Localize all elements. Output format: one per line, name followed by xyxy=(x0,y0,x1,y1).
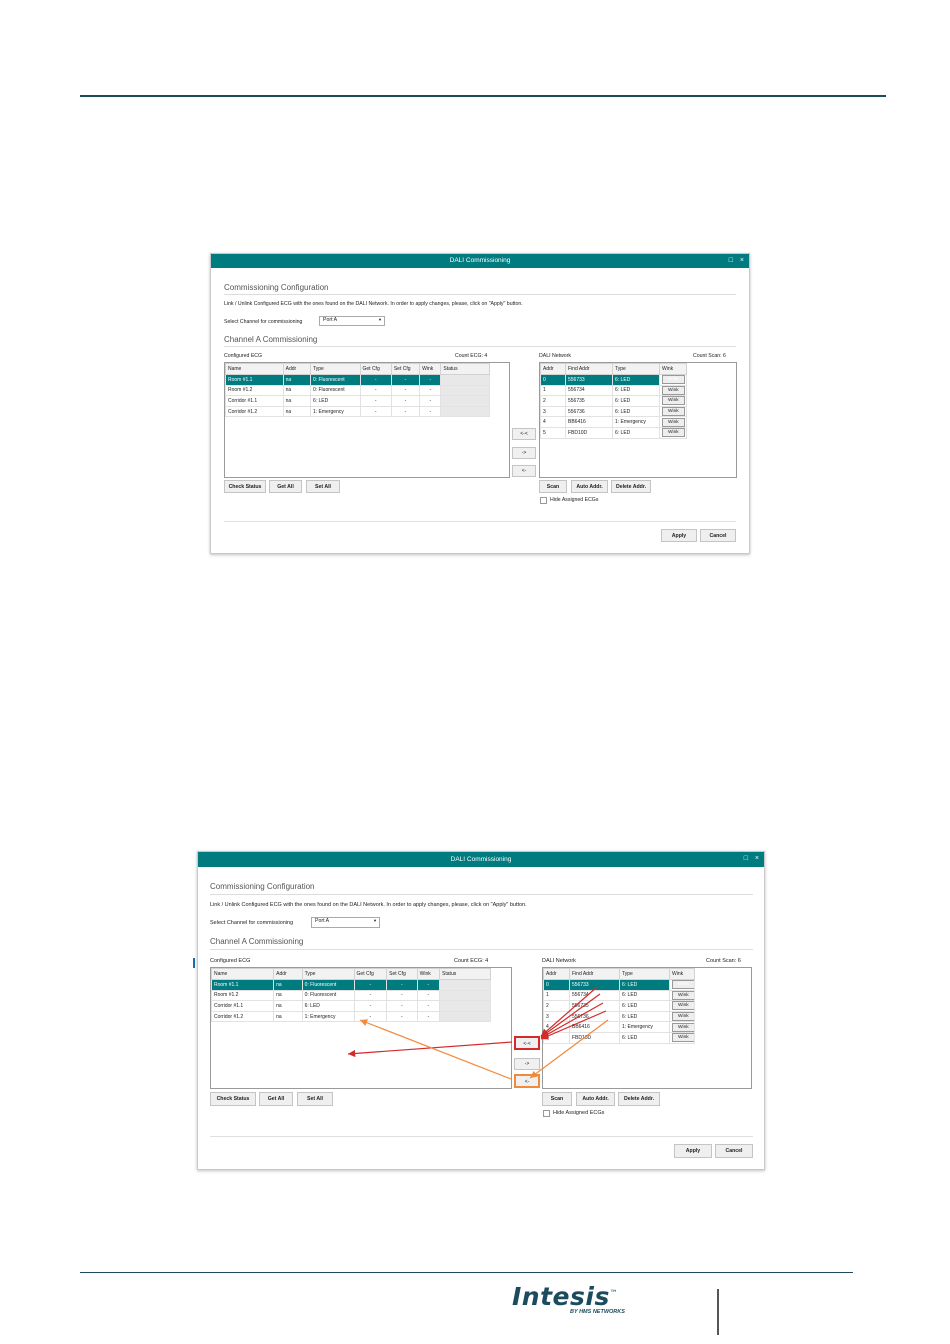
cell-wink xyxy=(660,375,687,386)
cancel-button[interactable]: Cancel xyxy=(715,1144,753,1158)
divider xyxy=(224,294,736,295)
check-status-button[interactable]: Check Status xyxy=(224,480,266,493)
cell-wink[interactable]: - xyxy=(417,990,439,1001)
trademark-symbol: ™ xyxy=(609,1288,619,1298)
table-row[interactable] xyxy=(541,375,687,386)
column-header[interactable]: Addr xyxy=(283,364,310,375)
table-row[interactable] xyxy=(541,406,687,417)
cell-type: 1: Emergency xyxy=(620,1022,670,1033)
table-row[interactable] xyxy=(544,1011,695,1022)
column-header[interactable]: Set Cfg xyxy=(387,969,418,980)
set-all-button[interactable]: Set All xyxy=(297,1092,333,1106)
cell-addr: na xyxy=(283,385,310,396)
cell-wink xyxy=(670,1011,695,1022)
table-row[interactable] xyxy=(544,1001,695,1012)
cell-set-cfg[interactable]: - xyxy=(387,990,418,1001)
hide-assigned-label: Hide Assigned ECGs xyxy=(550,497,599,503)
chevron-down-icon: ▼ xyxy=(378,317,382,322)
cell-wink[interactable]: - xyxy=(420,385,441,396)
cell-type: 1: Emergency xyxy=(613,417,660,428)
wink-button[interactable]: Wink xyxy=(662,375,685,384)
maximize-icon[interactable]: □ xyxy=(743,855,748,862)
cell-find-addr: 556733 xyxy=(570,980,620,991)
column-header[interactable]: Type xyxy=(302,969,354,980)
table-row[interactable] xyxy=(544,1022,695,1033)
check-status-button[interactable]: Check Status xyxy=(210,1092,256,1106)
cell-type: 6: LED xyxy=(620,980,670,991)
cell-get-cfg[interactable]: - xyxy=(354,1011,387,1022)
cell-addr: 5 xyxy=(544,1032,570,1043)
cancel-button[interactable]: Cancel xyxy=(700,529,736,542)
cell-name: Room #1.1 xyxy=(226,375,284,386)
table-header-row xyxy=(541,364,687,375)
column-header[interactable]: Status xyxy=(440,969,491,980)
cell-find-addr: 556735 xyxy=(566,396,613,407)
cell-set-cfg[interactable]: - xyxy=(387,1001,418,1012)
cell-set-cfg[interactable]: - xyxy=(387,1011,418,1022)
close-icon[interactable]: × xyxy=(739,257,744,264)
auto-addr-button[interactable]: Auto Addr. xyxy=(571,480,608,493)
cell-addr: na xyxy=(274,1001,303,1012)
get-all-button[interactable]: Get All xyxy=(269,480,302,493)
cell-set-cfg[interactable]: - xyxy=(391,396,419,407)
cell-status xyxy=(440,1011,491,1022)
column-header[interactable]: Wink xyxy=(660,364,687,375)
cell-type: 6: LED xyxy=(613,385,660,396)
cell-status xyxy=(440,1001,491,1012)
cell-wink xyxy=(670,1022,695,1033)
cell-type: 6: LED xyxy=(613,375,660,386)
cell-type: 1: Emergency xyxy=(310,406,360,417)
divider xyxy=(210,949,753,950)
cell-name: Corridor #1.2 xyxy=(212,1011,274,1022)
apply-button[interactable]: Apply xyxy=(661,529,697,542)
cell-wink[interactable]: - xyxy=(417,980,439,991)
cell-set-cfg[interactable]: - xyxy=(387,980,418,991)
table-row[interactable] xyxy=(544,990,695,1001)
cell-name: Room #1.2 xyxy=(226,385,284,396)
cell-type: 0: Fluorescent xyxy=(310,385,360,396)
cell-addr: na xyxy=(283,406,310,417)
divider xyxy=(210,894,753,895)
dali-network-label: DALI Network xyxy=(539,353,571,359)
cell-type: 1: Emergency xyxy=(302,1011,354,1022)
wink-button[interactable]: Wink xyxy=(672,1012,695,1021)
table-row[interactable] xyxy=(544,980,695,991)
cell-type: 6: LED xyxy=(613,406,660,417)
cell-set-cfg[interactable]: - xyxy=(391,375,419,386)
dali-commissioning-window-1 xyxy=(210,253,750,554)
table-header-row xyxy=(212,969,491,980)
section-channel-a: Channel A Commissioning xyxy=(210,937,304,946)
window-title: DALI Commissioning xyxy=(198,852,764,867)
column-header[interactable]: Find Addr xyxy=(570,969,620,980)
cell-find-addr: BB6416 xyxy=(570,1022,620,1033)
table-row[interactable] xyxy=(226,385,490,396)
move-right-button[interactable]: -> xyxy=(514,1058,540,1070)
table-row[interactable] xyxy=(226,375,490,386)
configured-ecg-count: Count ECG: 4 xyxy=(455,353,488,359)
auto-addr-button[interactable]: Auto Addr. xyxy=(576,1092,615,1106)
cell-set-cfg[interactable]: - xyxy=(391,406,419,417)
apply-button[interactable]: Apply xyxy=(674,1144,712,1158)
table-row[interactable] xyxy=(544,1032,695,1043)
section-channel-a: Channel A Commissioning xyxy=(224,335,318,344)
cell-type: 0: Fluorescent xyxy=(302,990,354,1001)
wink-button[interactable]: Wink xyxy=(662,396,685,405)
column-header[interactable]: Set Cfg xyxy=(391,364,419,375)
wink-button[interactable]: Wink xyxy=(672,1033,695,1042)
unlink-ecg-button[interactable]: <- xyxy=(512,465,536,477)
cell-find-addr: 556736 xyxy=(566,406,613,417)
column-header[interactable]: Name xyxy=(226,364,284,375)
cell-find-addr: 556733 xyxy=(566,375,613,386)
cell-wink[interactable]: - xyxy=(417,1011,439,1022)
channel-label: Select Channel for commissioning xyxy=(224,319,303,325)
cell-wink[interactable]: - xyxy=(420,375,441,386)
configured-ecg-table[interactable] xyxy=(224,362,510,478)
cell-name: Corridor #1.1 xyxy=(226,396,284,407)
dali-network-count: Count Scan: 6 xyxy=(706,958,741,964)
channel-select[interactable] xyxy=(311,917,380,928)
cell-type: 6: LED xyxy=(620,990,670,1001)
column-header[interactable]: Type xyxy=(310,364,360,375)
table-row[interactable] xyxy=(226,396,490,407)
link-ecg-button[interactable]: <-< xyxy=(512,428,536,440)
cell-type: 0: Fluorescent xyxy=(310,375,360,386)
margin-marker xyxy=(193,958,195,968)
hide-assigned-label: Hide Assigned ECGs xyxy=(553,1110,605,1116)
cell-find-addr: FBD10D xyxy=(566,427,613,438)
dali-network-count: Count Scan: 6 xyxy=(693,353,726,359)
cell-find-addr: 556736 xyxy=(570,1011,620,1022)
cell-wink xyxy=(670,980,695,991)
cell-status xyxy=(441,406,490,417)
table-header-row xyxy=(226,364,490,375)
cell-addr: 2 xyxy=(544,1001,570,1012)
cell-addr: 0 xyxy=(541,375,566,386)
table-row[interactable] xyxy=(541,417,687,428)
brand-name: Intesis xyxy=(512,1282,610,1311)
configured-ecg-count: Count ECG: 4 xyxy=(454,958,489,964)
close-icon[interactable]: × xyxy=(754,855,759,862)
cell-name: Room #1.2 xyxy=(212,990,274,1001)
cell-wink xyxy=(660,406,687,417)
cell-wink xyxy=(660,385,687,396)
configured-ecg-table[interactable] xyxy=(210,967,512,1089)
description-text: Link / Unlink Configured ECG with the ones found on the DALI Network. In order to apply changes, please, click on "Apply" button. xyxy=(224,301,523,307)
cell-name: Corridor #1.1 xyxy=(212,1001,274,1012)
get-all-button[interactable]: Get All xyxy=(259,1092,293,1106)
cell-wink xyxy=(670,990,695,1001)
chevron-down-icon: ▼ xyxy=(373,918,377,923)
cell-find-addr: BB6416 xyxy=(566,417,613,428)
cell-set-cfg[interactable]: - xyxy=(391,385,419,396)
column-header[interactable]: Wink xyxy=(417,969,439,980)
cell-status xyxy=(441,375,490,386)
cell-get-cfg[interactable]: - xyxy=(354,1001,387,1012)
delete-addr-button[interactable]: Delete Addr. xyxy=(618,1092,660,1106)
scan-button[interactable]: Scan xyxy=(542,1092,572,1106)
configured-ecg-label: Configured ECG xyxy=(210,958,251,964)
cell-find-addr: 556735 xyxy=(570,1001,620,1012)
channel-select-value: Port A xyxy=(323,317,338,323)
cell-wink xyxy=(670,1001,695,1012)
header-rule xyxy=(80,95,886,97)
cell-type: 6: LED xyxy=(613,427,660,438)
wink-button[interactable]: Wink xyxy=(662,418,685,427)
divider xyxy=(210,1136,753,1137)
cell-find-addr: FBD10D xyxy=(570,1032,620,1043)
cell-type: 6: LED xyxy=(310,396,360,407)
table-row[interactable] xyxy=(212,1011,491,1022)
hide-assigned-checkbox[interactable] xyxy=(540,497,547,504)
wink-button[interactable]: Wink xyxy=(672,980,695,989)
cell-addr: 4 xyxy=(544,1022,570,1033)
table-row[interactable] xyxy=(212,980,491,991)
cell-addr: 3 xyxy=(541,406,566,417)
scan-button[interactable]: Scan xyxy=(539,480,567,493)
cell-addr: 2 xyxy=(541,396,566,407)
cell-type: 6: LED xyxy=(620,1032,670,1043)
cell-status xyxy=(440,990,491,1001)
unlink-ecg-button[interactable]: <- xyxy=(514,1074,540,1088)
cell-find-addr: 556734 xyxy=(570,990,620,1001)
cell-type: 6: LED xyxy=(613,396,660,407)
column-header[interactable]: Get Cfg xyxy=(354,969,387,980)
cell-type: 6: LED xyxy=(302,1001,354,1012)
section-commissioning-config: Commissioning Configuration xyxy=(224,283,329,292)
column-header[interactable]: Addr xyxy=(541,364,566,375)
maximize-icon[interactable]: □ xyxy=(728,257,733,264)
cell-status xyxy=(440,980,491,991)
configured-ecg-label: Configured ECG xyxy=(224,353,263,359)
cell-type: 6: LED xyxy=(620,1001,670,1012)
channel-label: Select Channel for commissioning xyxy=(210,920,294,926)
table-row[interactable] xyxy=(541,396,687,407)
wink-button[interactable]: Wink xyxy=(672,1001,695,1010)
cell-get-cfg[interactable]: - xyxy=(360,396,391,407)
cell-addr: na xyxy=(274,990,303,1001)
wink-button[interactable]: Wink xyxy=(662,428,685,437)
channel-select[interactable] xyxy=(319,316,385,326)
cell-type: 0: Fluorescent xyxy=(302,980,354,991)
table-row[interactable] xyxy=(541,385,687,396)
cell-name: Corridor #1.2 xyxy=(226,406,284,417)
table-row[interactable] xyxy=(212,1001,491,1012)
brand-logo xyxy=(512,1282,618,1311)
set-all-button[interactable]: Set All xyxy=(306,480,340,493)
cell-wink xyxy=(670,1032,695,1043)
table-row[interactable] xyxy=(541,427,687,438)
cell-find-addr: 556734 xyxy=(566,385,613,396)
cell-addr: 1 xyxy=(541,385,566,396)
column-header[interactable]: Get Cfg xyxy=(360,364,391,375)
table-row[interactable] xyxy=(212,990,491,1001)
dali-network-table[interactable] xyxy=(539,362,737,478)
cell-wink[interactable]: - xyxy=(420,406,441,417)
cell-wink xyxy=(660,427,687,438)
dali-network-label: DALI Network xyxy=(542,958,576,964)
cell-get-cfg[interactable]: - xyxy=(360,406,391,417)
column-header[interactable]: Type xyxy=(613,364,660,375)
wink-button[interactable]: Wink xyxy=(662,407,685,416)
wink-button[interactable]: Wink xyxy=(662,386,685,395)
brand-tagline: BY HMS NETWORKS xyxy=(570,1309,625,1315)
cell-addr: 0 xyxy=(544,980,570,991)
table-header-row xyxy=(544,969,695,980)
cell-status xyxy=(441,385,490,396)
cell-get-cfg[interactable]: - xyxy=(360,385,391,396)
dali-network-table[interactable] xyxy=(542,967,752,1089)
description-text: Link / Unlink Configured ECG with the ones found on the DALI Network. In order to apply changes, please, click on "Apply" button. xyxy=(210,902,527,908)
column-header[interactable]: Wink xyxy=(420,364,441,375)
cell-status xyxy=(441,396,490,407)
cell-type: 6: LED xyxy=(620,1011,670,1022)
table-row[interactable] xyxy=(226,406,490,417)
delete-addr-button[interactable]: Delete Addr. xyxy=(611,480,651,493)
divider xyxy=(224,346,736,347)
cell-wink[interactable]: - xyxy=(420,396,441,407)
cell-addr: na xyxy=(283,396,310,407)
link-ecg-button[interactable]: <-< xyxy=(514,1036,540,1050)
wink-button[interactable]: Wink xyxy=(672,991,695,1000)
channel-select-value: Port A xyxy=(315,918,330,924)
cell-addr: na xyxy=(274,1011,303,1022)
cell-wink xyxy=(660,396,687,407)
cell-get-cfg[interactable]: - xyxy=(354,990,387,1001)
divider xyxy=(224,521,736,522)
window-title: DALI Commissioning xyxy=(211,254,749,268)
cell-addr: 4 xyxy=(541,417,566,428)
cell-get-cfg[interactable]: - xyxy=(354,980,387,991)
cell-wink[interactable]: - xyxy=(417,1001,439,1012)
column-header[interactable]: Status xyxy=(441,364,490,375)
column-header[interactable]: Addr xyxy=(274,969,303,980)
cell-addr: na xyxy=(283,375,310,386)
column-header[interactable]: Type xyxy=(620,969,670,980)
move-right-button[interactable]: -> xyxy=(512,447,536,459)
hide-assigned-checkbox[interactable] xyxy=(543,1110,550,1117)
wink-button[interactable]: Wink xyxy=(672,1023,695,1032)
cell-addr: 1 xyxy=(544,990,570,1001)
section-commissioning-config: Commissioning Configuration xyxy=(210,882,315,891)
dali-commissioning-window-2 xyxy=(197,851,765,1170)
cell-wink xyxy=(660,417,687,428)
column-header[interactable]: Wink xyxy=(670,969,695,980)
cell-get-cfg[interactable]: - xyxy=(360,375,391,386)
footer-rule xyxy=(80,1272,853,1273)
cell-addr: na xyxy=(274,980,303,991)
column-header[interactable]: Find Addr xyxy=(566,364,613,375)
column-header[interactable]: Addr xyxy=(544,969,570,980)
footer-separator xyxy=(717,1289,719,1335)
column-header[interactable]: Name xyxy=(212,969,274,980)
cell-name: Room #1.1 xyxy=(212,980,274,991)
cell-addr: 3 xyxy=(544,1011,570,1022)
cell-addr: 5 xyxy=(541,427,566,438)
